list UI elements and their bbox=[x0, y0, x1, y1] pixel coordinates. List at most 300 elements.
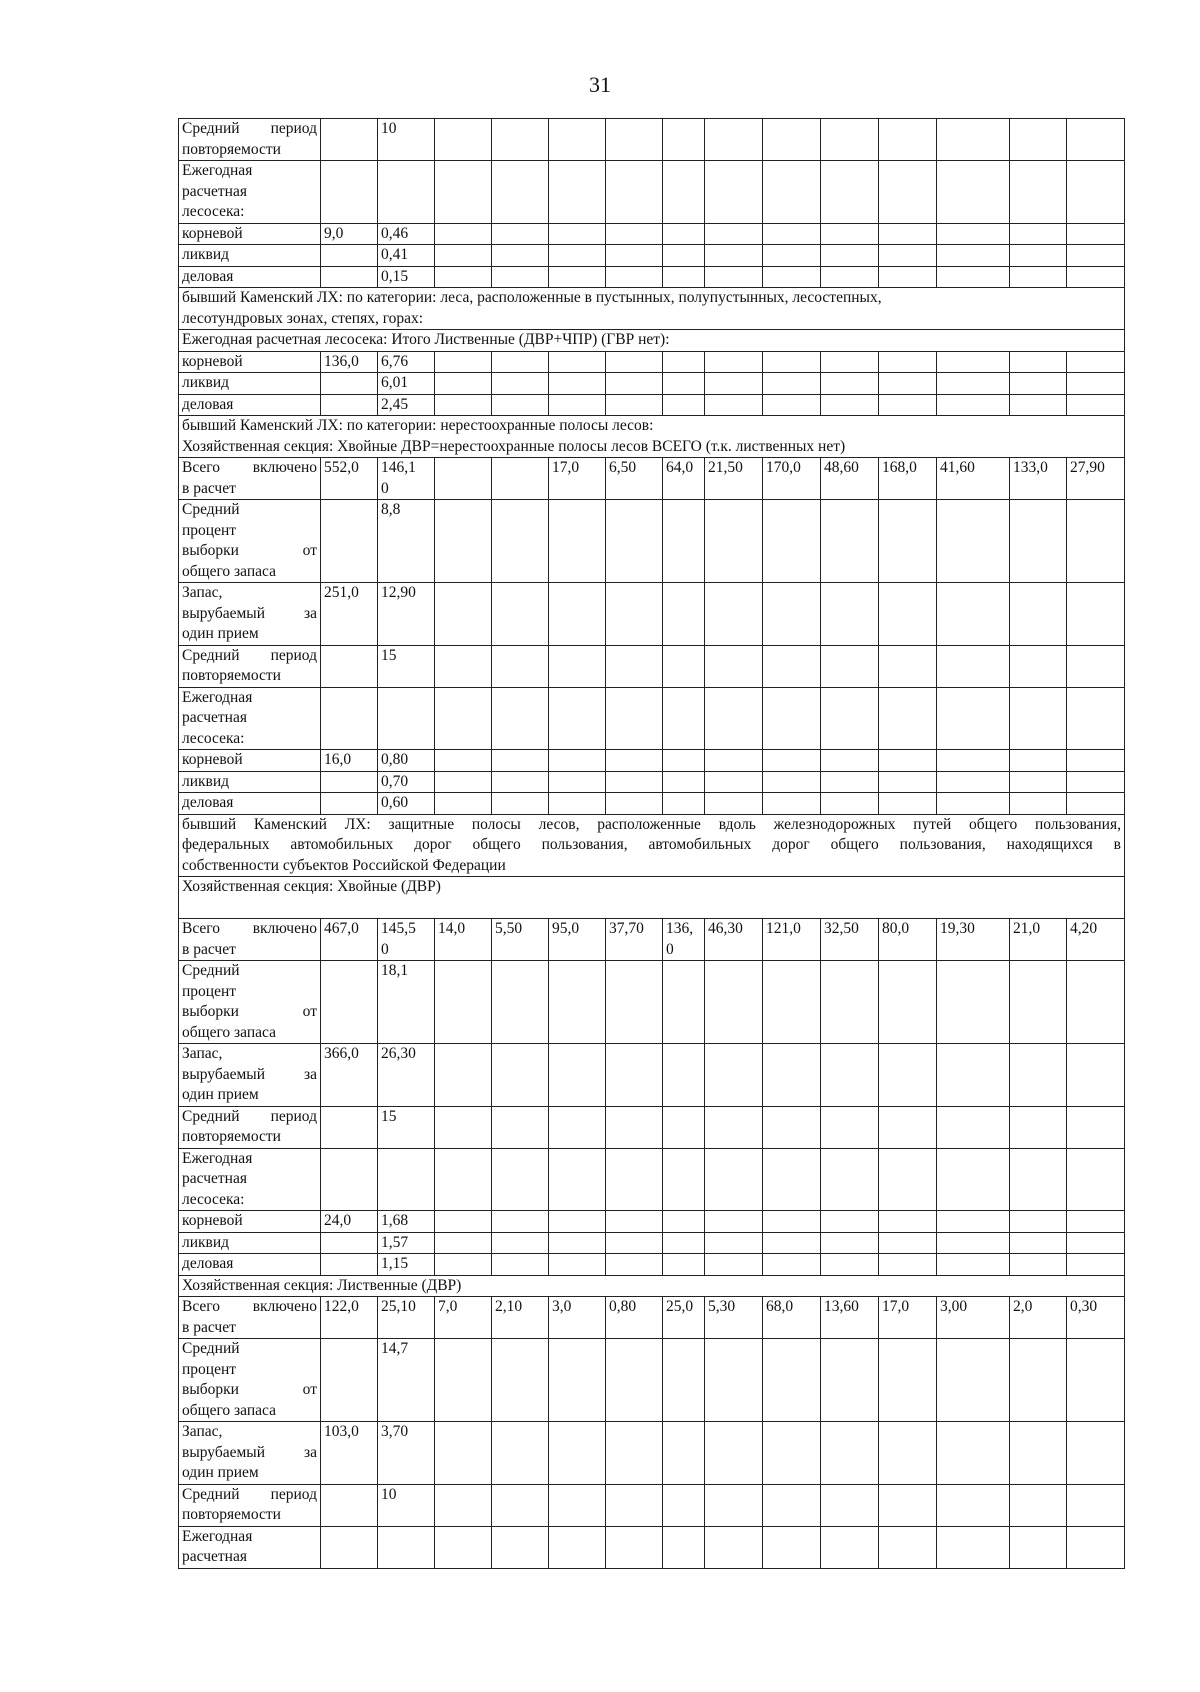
table-cell bbox=[492, 1232, 549, 1254]
table-cell bbox=[879, 223, 937, 245]
table-cell bbox=[663, 583, 705, 646]
table-cell: 170,0 bbox=[763, 458, 821, 500]
table-cell bbox=[606, 1211, 663, 1233]
row-label-line: корневой bbox=[182, 224, 243, 242]
table-cell bbox=[606, 351, 663, 373]
table-cell bbox=[879, 771, 937, 793]
table-cell bbox=[549, 1044, 606, 1107]
table-cell bbox=[606, 1422, 663, 1485]
table-cell bbox=[1067, 223, 1125, 245]
table-cell bbox=[549, 583, 606, 646]
section-header bbox=[179, 877, 1125, 919]
table-cell: 1,68 bbox=[378, 1211, 435, 1233]
table-cell bbox=[1067, 245, 1125, 267]
table-cell: 5,30 bbox=[705, 1297, 763, 1339]
table-cell bbox=[821, 119, 879, 161]
table-cell bbox=[435, 1339, 492, 1422]
table-cell bbox=[435, 161, 492, 224]
table-cell bbox=[492, 771, 549, 793]
row-label bbox=[179, 750, 321, 772]
table-cell bbox=[1067, 161, 1125, 224]
table-cell bbox=[663, 1484, 705, 1526]
table-cell bbox=[492, 1044, 549, 1107]
table-cell: 46,30 bbox=[705, 919, 763, 961]
row-label-line: выборки от bbox=[182, 1381, 317, 1398]
table-cell bbox=[1010, 1526, 1067, 1568]
row-label bbox=[179, 223, 321, 245]
table-cell bbox=[435, 373, 492, 395]
row-label-line: процент bbox=[182, 521, 237, 539]
row-label-line: ликвид bbox=[182, 374, 230, 391]
table-cell bbox=[492, 394, 549, 416]
table-cell bbox=[321, 1232, 378, 1254]
table-cell: 3,0 bbox=[549, 1297, 606, 1339]
row-label-line: расчетная bbox=[182, 1170, 247, 1187]
row-label-line: процент bbox=[182, 982, 237, 1000]
table-cell bbox=[663, 1148, 705, 1211]
table-cell: 146,1 0 bbox=[378, 458, 435, 500]
table-cell bbox=[1067, 1484, 1125, 1526]
table-cell bbox=[879, 266, 937, 288]
table-cell bbox=[1010, 119, 1067, 161]
table-cell bbox=[321, 266, 378, 288]
table-row bbox=[179, 1211, 1125, 1233]
table-cell bbox=[492, 1484, 549, 1526]
table-cell bbox=[321, 771, 378, 793]
table-cell bbox=[763, 373, 821, 395]
table-cell bbox=[1010, 771, 1067, 793]
table-cell bbox=[606, 1526, 663, 1568]
table-cell bbox=[606, 961, 663, 1044]
section-header-line: лесотундровых зонах, степях, горах: bbox=[182, 309, 424, 327]
table-cell bbox=[879, 161, 937, 224]
table-cell bbox=[763, 500, 821, 583]
row-label-line: в расчет bbox=[182, 479, 236, 497]
table-cell bbox=[492, 266, 549, 288]
table-cell: 6,76 bbox=[378, 351, 435, 373]
table-cell: 16,0 bbox=[321, 750, 378, 772]
table-cell bbox=[1067, 1422, 1125, 1485]
table-cell bbox=[937, 161, 1010, 224]
table-cell bbox=[663, 266, 705, 288]
table-cell bbox=[549, 394, 606, 416]
table-cell bbox=[606, 119, 663, 161]
table-cell bbox=[435, 500, 492, 583]
table-cell bbox=[763, 119, 821, 161]
table-cell bbox=[879, 1254, 937, 1276]
row-label bbox=[179, 161, 321, 224]
page-number: 31 bbox=[589, 72, 611, 97]
table-cell bbox=[663, 119, 705, 161]
table-cell bbox=[879, 1422, 937, 1485]
table-cell bbox=[435, 394, 492, 416]
table-cell bbox=[606, 1044, 663, 1107]
row-label-line: Всего включено bbox=[182, 920, 317, 937]
table-cell bbox=[1067, 583, 1125, 646]
row-label-line: Средний период bbox=[182, 1485, 317, 1503]
table-cell bbox=[435, 1044, 492, 1107]
table-cell: 133,0 bbox=[1010, 458, 1067, 500]
table-cell bbox=[663, 687, 705, 750]
row-label-line: Ежегодная bbox=[182, 1527, 253, 1545]
section-header-line: бывший Каменский ЛХ: по категории: леса, расположенные в пустынных, полупустынных, лесостепных, bbox=[182, 289, 882, 306]
table-cell bbox=[705, 687, 763, 750]
table-cell bbox=[1067, 771, 1125, 793]
row-label-line: деловая bbox=[182, 1255, 234, 1272]
row-label bbox=[179, 119, 321, 161]
table-cell bbox=[549, 1254, 606, 1276]
row-label-line: Средний bbox=[182, 501, 240, 518]
row-label-line: повторяемости bbox=[182, 667, 281, 684]
table-cell bbox=[821, 750, 879, 772]
table-row bbox=[179, 1254, 1125, 1276]
table-cell bbox=[321, 793, 378, 815]
table-cell: 366,0 bbox=[321, 1044, 378, 1107]
table-cell: 467,0 bbox=[321, 919, 378, 961]
table-cell: 25,10 bbox=[378, 1297, 435, 1339]
row-label bbox=[179, 1339, 321, 1422]
section-header-line: Хозяйственная секция: Хвойные ДВР=нерестоохранные полосы лесов ВСЕГО (т.к. лиственных нет) bbox=[182, 437, 846, 455]
table-cell bbox=[763, 1211, 821, 1233]
table-cell bbox=[606, 687, 663, 750]
table-cell bbox=[549, 245, 606, 267]
table-cell: 121,0 bbox=[763, 919, 821, 961]
table-cell bbox=[435, 793, 492, 815]
table-cell bbox=[1067, 793, 1125, 815]
table-cell bbox=[705, 161, 763, 224]
table-cell bbox=[492, 1211, 549, 1233]
table-cell bbox=[705, 961, 763, 1044]
table-cell bbox=[1067, 351, 1125, 373]
table-cell bbox=[1010, 750, 1067, 772]
table-cell bbox=[663, 394, 705, 416]
table-cell bbox=[1067, 1254, 1125, 1276]
table-cell bbox=[435, 266, 492, 288]
table-cell bbox=[705, 771, 763, 793]
section-header-row bbox=[179, 877, 1125, 919]
table-cell bbox=[549, 771, 606, 793]
table-cell: 18,1 bbox=[378, 961, 435, 1044]
table-cell bbox=[1067, 394, 1125, 416]
table-cell bbox=[435, 119, 492, 161]
table-cell bbox=[606, 1148, 663, 1211]
table-cell: 32,50 bbox=[821, 919, 879, 961]
table-cell bbox=[492, 245, 549, 267]
table-cell bbox=[1067, 373, 1125, 395]
table-cell bbox=[435, 1106, 492, 1148]
row-label-line: лесосека: bbox=[182, 203, 245, 220]
table-cell bbox=[1010, 351, 1067, 373]
row-label bbox=[179, 583, 321, 646]
table-row bbox=[179, 223, 1125, 245]
table-cell bbox=[492, 687, 549, 750]
row-label bbox=[179, 793, 321, 815]
section-header-line bbox=[182, 898, 1121, 919]
row-label bbox=[179, 500, 321, 583]
table-cell bbox=[663, 1044, 705, 1107]
table-cell bbox=[821, 1254, 879, 1276]
table-cell bbox=[549, 1339, 606, 1422]
table-cell bbox=[937, 961, 1010, 1044]
table-cell bbox=[435, 1211, 492, 1233]
row-label-line: в расчет bbox=[182, 940, 236, 958]
table-cell: 95,0 bbox=[549, 919, 606, 961]
table-cell: 21,50 bbox=[705, 458, 763, 500]
table-cell bbox=[1010, 1211, 1067, 1233]
section-header-line: Ежегодная расчетная лесосека: Итого Лиственные (ДВР+ЧПР) (ГВР нет): bbox=[182, 331, 670, 348]
table-cell: 136,0 bbox=[321, 351, 378, 373]
table-cell bbox=[1010, 687, 1067, 750]
table-row bbox=[179, 750, 1125, 772]
section-header-row bbox=[179, 288, 1125, 330]
table-cell bbox=[879, 1526, 937, 1568]
table-cell bbox=[705, 1339, 763, 1422]
table-cell bbox=[435, 1232, 492, 1254]
table-cell bbox=[879, 351, 937, 373]
row-label-line: повторяемости bbox=[182, 1128, 281, 1145]
table-row bbox=[179, 1526, 1125, 1568]
row-label-line: расчетная bbox=[182, 1548, 247, 1565]
table-cell bbox=[1010, 500, 1067, 583]
table-cell: 7,0 bbox=[435, 1297, 492, 1339]
row-label-line: ликвид bbox=[182, 1233, 230, 1251]
section-header-line: бывший Каменский ЛХ: по категории: нерестоохранные полосы лесов: bbox=[182, 417, 654, 434]
table-cell bbox=[937, 1339, 1010, 1422]
table-cell bbox=[821, 245, 879, 267]
table-cell bbox=[705, 793, 763, 815]
row-label-line: лесосека: bbox=[182, 1190, 245, 1208]
table-cell bbox=[1067, 266, 1125, 288]
table-row bbox=[179, 245, 1125, 267]
table-cell bbox=[937, 394, 1010, 416]
table-row bbox=[179, 961, 1125, 1044]
table-cell bbox=[821, 1484, 879, 1526]
table-cell: 80,0 bbox=[879, 919, 937, 961]
table-cell bbox=[663, 1232, 705, 1254]
table-cell bbox=[1010, 645, 1067, 687]
section-header-row bbox=[179, 814, 1125, 877]
row-label bbox=[179, 645, 321, 687]
table-cell bbox=[1067, 687, 1125, 750]
table-cell bbox=[763, 161, 821, 224]
section-header-row bbox=[179, 330, 1125, 352]
table-cell bbox=[435, 750, 492, 772]
table-cell bbox=[321, 1339, 378, 1422]
table-cell: 17,0 bbox=[879, 1297, 937, 1339]
row-label-line: Ежегодная bbox=[182, 162, 253, 179]
table-cell bbox=[763, 394, 821, 416]
table-cell: 21,0 bbox=[1010, 919, 1067, 961]
table-cell bbox=[705, 1211, 763, 1233]
table-cell bbox=[435, 645, 492, 687]
section-header-line: Хозяйственная секция: Лиственные (ДВР) bbox=[182, 1276, 462, 1294]
table-cell bbox=[821, 223, 879, 245]
row-label-line: Всего включено bbox=[182, 459, 317, 476]
row-label bbox=[179, 1211, 321, 1233]
table-cell bbox=[821, 583, 879, 646]
table-cell bbox=[549, 750, 606, 772]
table-cell bbox=[321, 687, 378, 750]
table-cell: 0,70 bbox=[378, 771, 435, 793]
table-cell bbox=[879, 245, 937, 267]
table-cell: 1,15 bbox=[378, 1254, 435, 1276]
table-cell bbox=[378, 161, 435, 224]
table-cell bbox=[821, 1044, 879, 1107]
row-label-line: Средний период bbox=[182, 646, 317, 664]
row-label-line: корневой bbox=[182, 352, 243, 370]
table-cell bbox=[663, 351, 705, 373]
table-cell bbox=[879, 583, 937, 646]
table-cell: 168,0 bbox=[879, 458, 937, 500]
table-cell bbox=[1010, 223, 1067, 245]
table-cell bbox=[879, 793, 937, 815]
table-cell bbox=[705, 1232, 763, 1254]
table-cell bbox=[763, 223, 821, 245]
table-cell bbox=[606, 1339, 663, 1422]
table-cell bbox=[1010, 161, 1067, 224]
table-cell bbox=[606, 245, 663, 267]
table-row bbox=[179, 645, 1125, 687]
row-label-line: общего запаса bbox=[182, 1401, 276, 1419]
table-cell bbox=[321, 119, 378, 161]
row-label-line: вырубаемый за bbox=[182, 1443, 317, 1461]
row-label bbox=[179, 394, 321, 416]
row-label-line: корневой bbox=[182, 1212, 243, 1229]
table-cell bbox=[321, 394, 378, 416]
table-cell: 26,30 bbox=[378, 1044, 435, 1107]
table-cell bbox=[492, 583, 549, 646]
table-cell bbox=[1067, 1211, 1125, 1233]
table-cell bbox=[1067, 1106, 1125, 1148]
table-cell bbox=[705, 583, 763, 646]
row-label-line: Всего включено bbox=[182, 1298, 317, 1315]
table-cell bbox=[1010, 961, 1067, 1044]
table-cell bbox=[435, 351, 492, 373]
table-cell bbox=[705, 1254, 763, 1276]
table-cell bbox=[435, 458, 492, 500]
table-cell bbox=[763, 1422, 821, 1485]
table-cell bbox=[1067, 1232, 1125, 1254]
table-cell bbox=[606, 373, 663, 395]
row-label-line: деловая bbox=[182, 267, 234, 285]
table-cell bbox=[549, 1232, 606, 1254]
section-header-line: Хозяйственная секция: Хвойные (ДВР) bbox=[182, 878, 441, 895]
table-cell bbox=[879, 500, 937, 583]
table-cell bbox=[549, 961, 606, 1044]
row-label-line: выборки от bbox=[182, 1003, 317, 1020]
table-cell bbox=[321, 1526, 378, 1568]
table-cell bbox=[321, 1148, 378, 1211]
table-cell bbox=[663, 223, 705, 245]
table-cell bbox=[1010, 1232, 1067, 1254]
table-cell bbox=[879, 373, 937, 395]
table-cell bbox=[763, 771, 821, 793]
table-cell: 8,8 bbox=[378, 500, 435, 583]
row-label-line: один прием bbox=[182, 1464, 259, 1481]
row-label-line: один прием bbox=[182, 1086, 259, 1103]
table-cell bbox=[1067, 1339, 1125, 1422]
table-cell bbox=[435, 245, 492, 267]
table-cell bbox=[937, 1232, 1010, 1254]
table-cell bbox=[606, 771, 663, 793]
row-label bbox=[179, 373, 321, 395]
table-cell bbox=[549, 1484, 606, 1526]
row-label bbox=[179, 266, 321, 288]
table-cell bbox=[763, 793, 821, 815]
table-cell bbox=[821, 1211, 879, 1233]
table-cell bbox=[879, 394, 937, 416]
row-label bbox=[179, 1044, 321, 1107]
table-cell: 0,15 bbox=[378, 266, 435, 288]
table-cell bbox=[492, 793, 549, 815]
section-header-line: федеральных автомобильных дорог общего пользования, автомобильных дорог общего пользования, находящихся в bbox=[182, 836, 1121, 853]
row-label bbox=[179, 961, 321, 1044]
table-cell bbox=[821, 266, 879, 288]
table-cell bbox=[705, 645, 763, 687]
table-cell bbox=[435, 1484, 492, 1526]
table-cell bbox=[663, 161, 705, 224]
table-cell: 19,30 bbox=[937, 919, 1010, 961]
table-cell: 68,0 bbox=[763, 1297, 821, 1339]
table-cell bbox=[378, 1148, 435, 1211]
table-cell bbox=[879, 1044, 937, 1107]
table-cell bbox=[492, 161, 549, 224]
row-label-line: Средний период bbox=[182, 1107, 317, 1125]
table-cell: 64,0 bbox=[663, 458, 705, 500]
row-label-line: Запас, bbox=[182, 1423, 223, 1440]
table-cell bbox=[663, 500, 705, 583]
table-cell bbox=[937, 500, 1010, 583]
table-row bbox=[179, 687, 1125, 750]
table-cell: 0,46 bbox=[378, 223, 435, 245]
section-header-line: бывший Каменский ЛХ: защитные полосы лесов, расположенные вдоль железнодорожных путей общего пользования, bbox=[182, 815, 1121, 833]
table-cell bbox=[705, 1484, 763, 1526]
forest-calc-table bbox=[178, 118, 1125, 1569]
row-label-line: деловая bbox=[182, 794, 234, 811]
table-cell bbox=[1010, 373, 1067, 395]
table-cell bbox=[492, 1526, 549, 1568]
table-cell: 10 bbox=[378, 1484, 435, 1526]
table-cell bbox=[492, 961, 549, 1044]
row-label bbox=[179, 687, 321, 750]
row-label-line: вырубаемый за bbox=[182, 604, 317, 622]
table-cell bbox=[937, 245, 1010, 267]
table-cell bbox=[1010, 1148, 1067, 1211]
table-cell bbox=[606, 161, 663, 224]
table-cell: 103,0 bbox=[321, 1422, 378, 1485]
table-cell: 251,0 bbox=[321, 583, 378, 646]
table-cell bbox=[821, 961, 879, 1044]
table-cell bbox=[705, 266, 763, 288]
table-row bbox=[179, 1339, 1125, 1422]
table-cell bbox=[663, 1339, 705, 1422]
row-label-line: Средний bbox=[182, 1340, 240, 1357]
table-cell bbox=[821, 351, 879, 373]
table-row bbox=[179, 1232, 1125, 1254]
table-cell bbox=[937, 687, 1010, 750]
row-label bbox=[179, 1106, 321, 1148]
table-cell bbox=[763, 645, 821, 687]
table-cell bbox=[663, 373, 705, 395]
table-cell bbox=[549, 119, 606, 161]
table-cell bbox=[549, 266, 606, 288]
table-row bbox=[179, 1484, 1125, 1526]
table-cell: 10 bbox=[378, 119, 435, 161]
table-cell bbox=[937, 1422, 1010, 1485]
table-cell bbox=[606, 266, 663, 288]
table-cell: 48,60 bbox=[821, 458, 879, 500]
row-label-line: ликвид bbox=[182, 246, 230, 263]
